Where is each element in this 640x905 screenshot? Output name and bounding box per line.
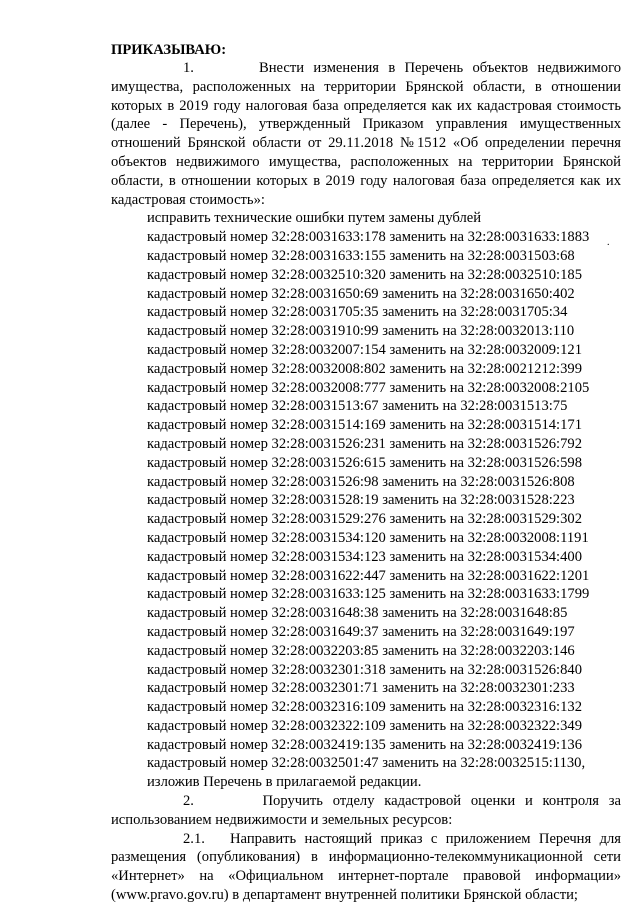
document-page xyxy=(111,41,621,905)
item-1-paragraph xyxy=(111,59,621,209)
replacement-line: кадастровый номер 32:28:0032008:802 заменить на 32:28:0021212:399 xyxy=(147,360,582,377)
replacement-line: кадастровый номер 32:28:0031633:155 заменить на 32:28:0031503:68 xyxy=(147,247,575,264)
order-heading: ПРИКАЗЫВАЮ: xyxy=(111,42,227,58)
replacement-line: кадастровый номер 32:28:0032203:85 заменить на 32:28:0032203:146 xyxy=(147,642,575,659)
item-2-1-number: 2.1. xyxy=(183,830,205,847)
replacement-line: кадастровый номер 32:28:0031534:120 заменить на 32:28:0032008:1191 xyxy=(147,529,589,546)
replacement-line: кадастровый номер 32:28:0032301:71 заменить на 32:28:0032301:233 xyxy=(147,680,575,697)
closing-line: изложив Перечень в прилагаемой редакции. xyxy=(147,774,422,791)
replacement-line: кадастровый номер 32:28:0031648:38 заменить на 32:28:0031648:85 xyxy=(147,605,568,622)
replacement-line: кадастровый номер 32:28:0032322:109 заменить на 32:28:0032322:349 xyxy=(147,717,582,734)
replacement-line: кадастровый номер 32:28:0032301:318 заменить на 32:28:0031526:840 xyxy=(147,661,582,678)
replacement-line: кадастровый номер 32:28:0031526:231 заменить на 32:28:0031526:792 xyxy=(147,435,582,452)
replacement-line: кадастровый номер 32:28:0031649:37 заменить на 32:28:0031649:197 xyxy=(147,623,575,640)
replacement-line: кадастровый номер 32:28:0031534:123 заменить на 32:28:0031534:400 xyxy=(147,548,582,565)
replacement-line: кадастровый номер 32:28:0031514:169 заменить на 32:28:0031514:171 xyxy=(147,417,582,434)
replacement-line: кадастровый номер 32:28:0031705:35 заменить на 32:28:0031705:34 xyxy=(147,304,568,321)
replacement-line: кадастровый номер 32:28:0031633:125 заменить на 32:28:0031633:1799 xyxy=(147,586,590,603)
item-1-text: Внести изменения в Перечень объектов недвижимого имущества, расположенных на территории Брянской области, в отношении которых в 2019 году налоговая база определяется как их кадастровая стоимость (далее - Перечень), утвержденный Приказом управления имущественных отношений Брянской области от 29.11.2018 №1512 «Об определении перечня объектов недвижимого имущества, расположенных на территории Брянской области, в отношении которых в 2019 году налоговая база определяется как их кадастровая стоимость»: xyxy=(111,60,621,208)
item-2-1-text: Направить настоящий приказ с приложением Перечня для размещения (опубликования) в информационно-телекоммуникационной сети «Интернет» на «Официальном интернет-портале правовой информации» (www.pravo.gov.ru) в департамент внутренней политики Брянской области; xyxy=(111,830,621,904)
item-2-paragraph xyxy=(111,792,621,830)
replacement-line: кадастровый номер 32:28:0031513:67 заменить на 32:28:0031513:75 xyxy=(147,398,568,415)
stray-mark: . xyxy=(607,237,610,248)
item-2-1-paragraph xyxy=(111,830,621,905)
replacement-line: кадастровый номер 32:28:0031526:98 заменить на 32:28:0031526:808 xyxy=(147,473,575,490)
item-2-number: 2. xyxy=(183,793,194,810)
item-1-number: 1. xyxy=(183,60,194,76)
replacement-line: кадастровый номер 32:28:0031650:69 заменить на 32:28:0031650:402 xyxy=(147,285,575,302)
item-2-text: Поручить отделу кадастровой оценки и контроля за использованием недвижимости и земельных ресурсов: xyxy=(111,793,621,828)
replacement-line: кадастровый номер 32:28:0031528:19 заменить на 32:28:0031528:223 xyxy=(147,492,575,509)
replacement-list xyxy=(111,228,621,773)
replacement-line: кадастровый номер 32:28:0032008:777 заменить на 32:28:0032008:2105 xyxy=(147,379,590,396)
replacement-line: кадастровый номер 32:28:0031633:178 заменить на 32:28:0031633:1883 xyxy=(147,229,590,246)
replacement-line: кадастровый номер 32:28:0031910:99 заменить на 32:28:0032013:110 xyxy=(147,323,575,340)
replacement-line: кадастровый номер 32:28:0031529:276 заменить на 32:28:0031529:302 xyxy=(147,511,582,528)
fix-intro: исправить технические ошибки путем замены дублей xyxy=(147,210,482,227)
replacement-line: кадастровый номер 32:28:0032419:135 заменить на 32:28:0032419:136 xyxy=(147,736,582,753)
replacement-line: кадастровый номер 32:28:0032007:154 заменить на 32:28:0032009:121 xyxy=(147,341,582,358)
replacement-line: кадастровый номер 32:28:0032316:109 заменить на 32:28:0032316:132 xyxy=(147,699,582,716)
replacement-line: кадастровый номер 32:28:0031526:615 заменить на 32:28:0031526:598 xyxy=(147,454,582,471)
replacement-line: кадастровый номер 32:28:0032501:47 заменить на 32:28:0032515:1130, xyxy=(147,755,586,772)
replacement-line: кадастровый номер 32:28:0031622:447 заменить на 32:28:0031622:1201 xyxy=(147,567,590,584)
replacement-line: кадастровый номер 32:28:0032510:320 заменить на 32:28:0032510:185 xyxy=(147,266,582,283)
